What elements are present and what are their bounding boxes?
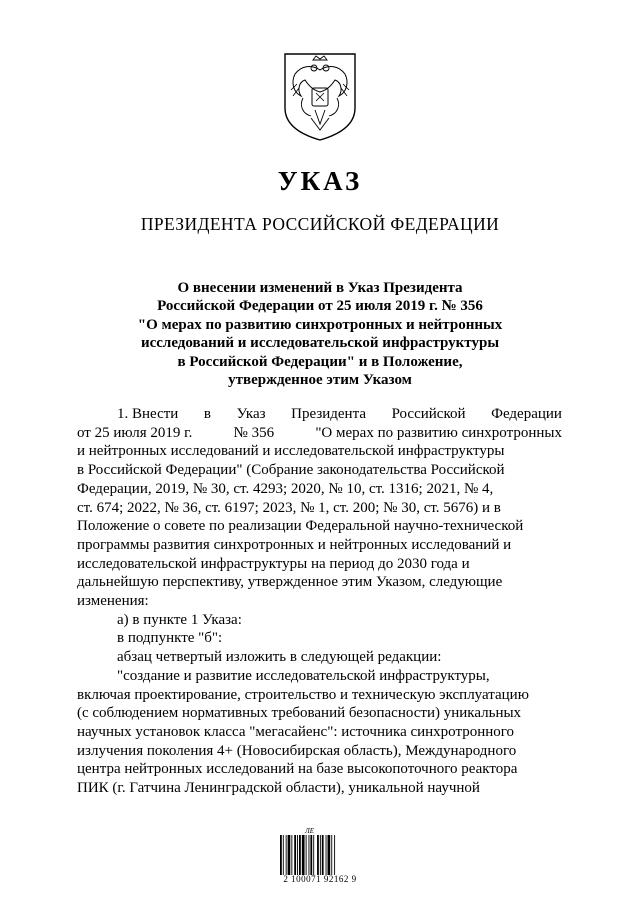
body-word: Федерации bbox=[491, 406, 562, 422]
body-line: программы развития синхротронных и нейтронных исследований и bbox=[77, 536, 512, 553]
body-word: Президента bbox=[291, 406, 366, 422]
body-line bbox=[77, 424, 562, 443]
body-line: в Российской Федерации" (Собрание законодательства Российской bbox=[77, 462, 505, 479]
body-line: и нейтронных исследований и исследовательской инфраструктуры bbox=[77, 443, 505, 460]
body-word: "О мерах по развитию синхротронных bbox=[315, 424, 562, 441]
barcode-icon bbox=[280, 835, 358, 875]
body-word: от 25 июля 2019 г. bbox=[77, 424, 193, 441]
body-line: Положение о совете по реализации Федеральной научно-технической bbox=[77, 518, 524, 535]
body-line: а) в пункте 1 Указа: bbox=[117, 611, 242, 628]
body-line: включая проектирование, строительство и техническую эксплуатацию bbox=[77, 686, 529, 703]
body-word: Указ bbox=[236, 406, 266, 422]
body-line: ПИК (г. Гатчина Ленинградской области), уникальной научной bbox=[77, 780, 480, 797]
body-line: научных установок класса "мегасайенс": источника синхротронного bbox=[77, 723, 515, 740]
body-line: центра нейтронных исследований на базе высокопоточного реактора bbox=[77, 761, 518, 778]
barcode-number: 2 100071 92162 9 bbox=[283, 874, 357, 884]
heading-line: О внесении изменений в Указ Президента bbox=[177, 280, 463, 296]
body-word: в bbox=[203, 406, 211, 422]
heading-line: исследований и исследовательской инфраструктуры bbox=[140, 335, 500, 352]
body-word: 1. Внести bbox=[117, 406, 179, 422]
body-line: изменения: bbox=[77, 593, 149, 610]
body-line: в подпункте "б": bbox=[117, 630, 223, 647]
document-subtitle: ПРЕЗИДЕНТА РОССИЙСКОЙ ФЕДЕРАЦИИ bbox=[140, 214, 500, 234]
body-word: Российской bbox=[391, 406, 466, 422]
decree-heading bbox=[60, 279, 580, 389]
body-line: дальнейшую перспективу, утвержденное этим Указом, следующие bbox=[77, 574, 503, 591]
body-line bbox=[77, 405, 562, 424]
body-line: абзац четвертый изложить в следующей редакции: bbox=[117, 649, 442, 666]
heading-line: утвержденное этим Указом bbox=[228, 372, 412, 389]
body-line: излучения поколения 4+ (Новосибирская область), Международного bbox=[77, 742, 517, 759]
body-line: ст. 674; 2022, № 36, ст. 6197; 2023, № 1, ст. 200; № 30, ст. 5676) и в bbox=[77, 499, 501, 516]
state-emblem-icon bbox=[281, 50, 359, 142]
heading-line: в Российской Федерации" и в Положение, bbox=[177, 353, 463, 370]
body-line: "создание и развитие исследовательской инфраструктуры, bbox=[117, 667, 490, 684]
body-line: (с соблюдением нормативных требований безопасности) уникальных bbox=[77, 705, 522, 722]
decree-body bbox=[77, 405, 562, 798]
heading-line: "О мерах по развитию синхротронных и нейтронных bbox=[137, 316, 503, 333]
footer-mark: ЛЕ bbox=[305, 827, 315, 835]
document-title: УКАЗ bbox=[277, 166, 363, 196]
heading-line: Российской Федерации от 25 июля 2019 г. № 356 bbox=[157, 298, 483, 315]
body-word: № 356 bbox=[233, 424, 275, 441]
body-line: исследовательской инфраструктуры на период до 2030 года и bbox=[77, 555, 470, 572]
body-line: Федерации, 2019, № 30, ст. 4293; 2020, № 10, ст. 1316; 2021, № 4, bbox=[77, 480, 494, 497]
